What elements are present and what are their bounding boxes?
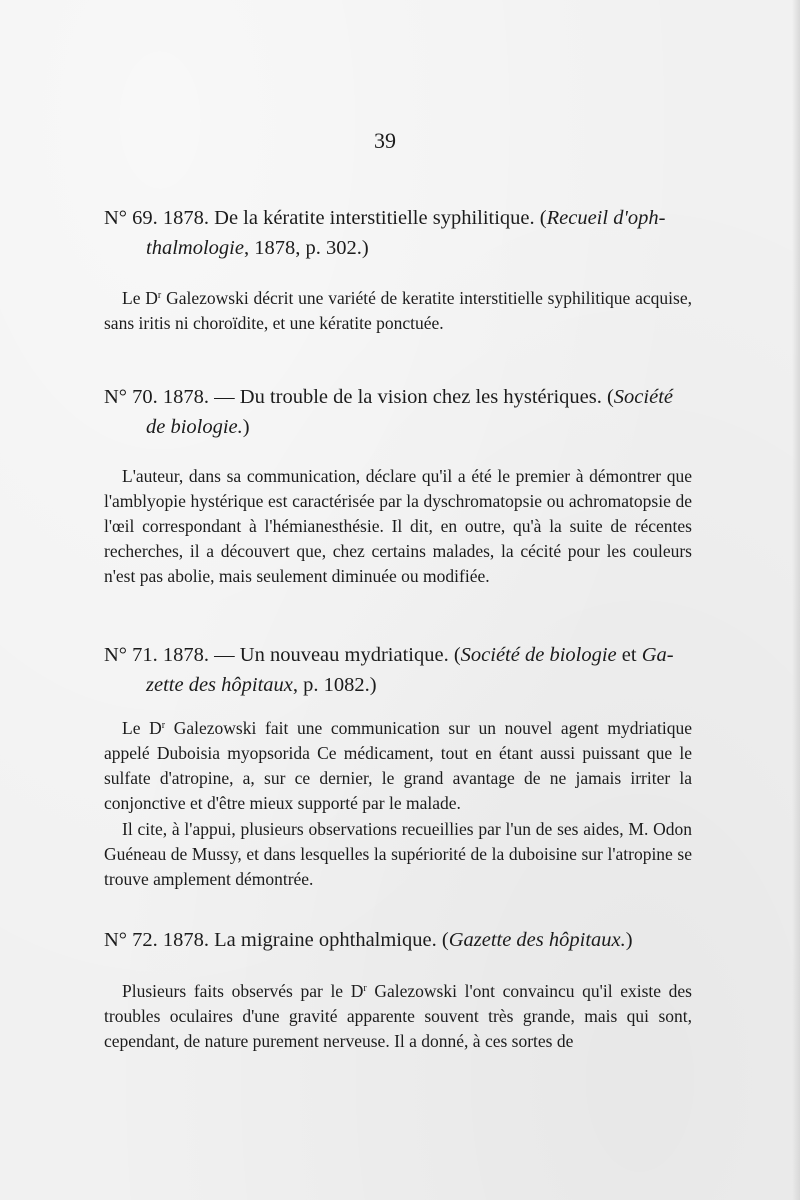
paragraph-lead: Le D bbox=[122, 718, 162, 738]
entry-source-open: ( bbox=[453, 644, 461, 666]
entry-year: 1878. bbox=[162, 929, 210, 951]
entry-title: — Du trouble de la vision chez les hystériques. bbox=[214, 386, 602, 408]
entry-source-open: ( bbox=[539, 207, 547, 229]
entry-number: N° 69. bbox=[104, 207, 158, 229]
entry-source-journal: Recueil d'oph- bbox=[546, 207, 666, 229]
entry-title: De la kératite interstitielle syphilitique. bbox=[214, 207, 535, 229]
entry-source-journal: Société bbox=[613, 386, 673, 408]
entry-year: 1878. bbox=[162, 386, 210, 408]
entry-number: N° 71. bbox=[104, 644, 158, 666]
entry-heading-72 bbox=[104, 925, 690, 955]
entry-source-journal: Société de biologie bbox=[460, 644, 617, 666]
paragraph-text: Galezowski l'ont convaincu qu'il existe des troubles oculaires d'une gravité apparente souvent très grande, mais qui sont, cependant, de nature purement nerveuse. Il a donné, à ces sortes de bbox=[104, 981, 692, 1051]
page-edge-shadow bbox=[792, 0, 800, 1200]
entry-source-journal-2: Ga- bbox=[641, 644, 674, 666]
entry-heading-70 bbox=[104, 382, 690, 442]
entry-number: N° 70. bbox=[104, 386, 158, 408]
entry-heading-69 bbox=[104, 203, 690, 263]
entry-source-journal-2-cont: zette des hôpitaux bbox=[146, 674, 293, 696]
entry-paragraph bbox=[104, 817, 692, 892]
paragraph-superscript: r bbox=[363, 983, 367, 994]
paragraph-text: Galezowski fait une communication sur un nouvel agent mydriatique appelé Duboisia myopsorida Ce médicament, tout en étant aussi puissant que le sulfate d'atropine, a, sur ce dernier, le grand avantage de ne jamais irriter la conjonctive et d'être mieux supporté par le malade. bbox=[104, 718, 692, 813]
entry-year: 1878. bbox=[162, 644, 210, 666]
entry-paragraph bbox=[104, 979, 692, 1054]
paragraph-superscript: r bbox=[157, 290, 162, 301]
entry-source-journal: Gazette des hôpitaux. bbox=[448, 929, 626, 951]
entry-source-open: ( bbox=[606, 386, 614, 408]
entry-title: — Un nouveau mydriatique. bbox=[214, 644, 449, 666]
page-number: 39 bbox=[374, 128, 396, 153]
entry-paragraph bbox=[104, 464, 692, 589]
entry-body-72 bbox=[104, 979, 692, 1054]
paragraph-superscript: r bbox=[161, 720, 166, 731]
entry-body-70 bbox=[104, 464, 692, 589]
paragraph-lead: Le D bbox=[122, 288, 158, 308]
entry-body-71 bbox=[104, 716, 692, 892]
entry-body-69 bbox=[104, 286, 692, 336]
entry-source-journal-cont: thalmologie bbox=[146, 237, 244, 259]
entry-number: N° 72. bbox=[104, 929, 158, 951]
entry-year: 1878. bbox=[162, 207, 210, 229]
entry-source-open: ( bbox=[441, 929, 449, 951]
paragraph-text: Galezowski décrit une variété de keratite interstitielle syphilitique acquise, sans iritis ni choroïdite, et une kératite ponctuée. bbox=[104, 288, 692, 333]
entry-heading-71 bbox=[104, 640, 690, 700]
entry-title: La migraine ophthalmique. bbox=[214, 929, 437, 951]
entry-source-conjunction: et bbox=[616, 644, 642, 666]
paragraph-lead: Plusieurs faits observés par le D bbox=[122, 981, 364, 1001]
entry-source-details: , 1878, p. 302.) bbox=[243, 237, 369, 259]
entry-source-details: ) bbox=[242, 416, 250, 438]
entry-source-details: ) bbox=[625, 929, 633, 951]
entry-source-journal-cont: de biologie. bbox=[146, 416, 243, 438]
entry-paragraph bbox=[104, 286, 692, 336]
paragraph-text: Il cite, à l'appui, plusieurs observations recueillies par l'un de ses aides, M. Odon Guéneau de Mussy, et dans lesquelles la supériorité de la duboisine sur l'atropine se trouve amplement démontrée. bbox=[104, 819, 692, 889]
entry-source-details: , p. 1082.) bbox=[292, 674, 377, 696]
paragraph-text: L'auteur, dans sa communication, déclare qu'il a été le premier à démontrer que l'amblyopie hystérique est caractérisée par la dyschromatopsie ou achromatopsie de l'œil correspondant à l'hémianesthésie. Il dit, en outre, qu'à la suite de récentes recherches, il a découvert que, chez certains malades, la cécité pour les couleurs n'est pas abolie, mais seulement diminuée ou modifiée. bbox=[104, 466, 692, 586]
entry-paragraph bbox=[104, 716, 692, 816]
